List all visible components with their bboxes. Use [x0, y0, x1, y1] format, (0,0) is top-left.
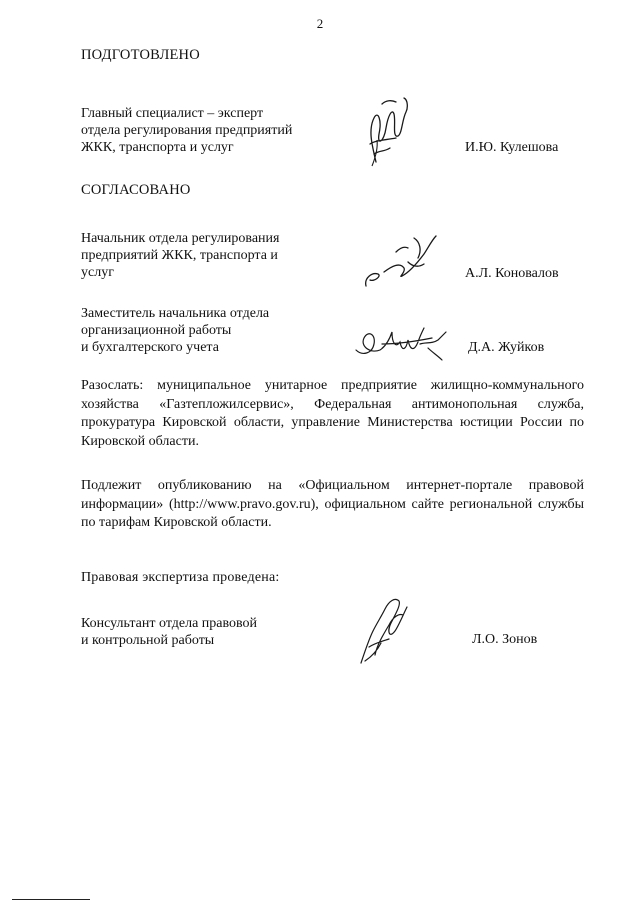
agreed-position-line: услуг: [81, 265, 114, 280]
publication-text: Подлежит опубликованию на «Официальном интернет-портале правовой информации» (http://www.pravo.gov.ru), официальном сайте региональной службы по тарифам Кировской области.: [81, 478, 584, 530]
prepared-position: [81, 105, 331, 156]
footer-rule: [12, 899, 90, 900]
agreed-position-line: и бухгалтерского учета: [81, 340, 219, 355]
agreed-position-line: предприятий ЖКК, транспорта и: [81, 248, 278, 263]
prepared-position-line: ЖКК, транспорта и услуг: [81, 140, 234, 155]
legal-review-position: [81, 615, 331, 649]
page-number: 2: [316, 16, 324, 31]
signature-zhuikov: [352, 322, 452, 364]
prepared-position-line: отдела регулирования предприятий: [81, 123, 293, 138]
agreed-position-2: [81, 305, 331, 356]
agreed-position-line: Заместитель начальника отдела: [81, 306, 270, 321]
legal-review-position-line: и контрольной работы: [81, 633, 215, 648]
agreed-position-1: [81, 230, 331, 281]
signature-kuleshova: [362, 90, 412, 170]
prepared-position-line: Главный специалист – эксперт: [81, 106, 264, 121]
agreed-position-line: организационной работы: [81, 323, 232, 338]
distribution-text: Разослать: муниципальное унитарное предприятие жилищно-коммунального хозяйства «Газтепложилсервис», Федеральная антимонопольная служба, прокуратура Кировской области, управление Министерства юстиции России по Кировской области.: [81, 378, 584, 449]
agreed-name-1: А.Л. Коновалов: [465, 266, 559, 281]
agreed-position-line: Начальник отдела регулирования: [81, 231, 280, 246]
signature-konovalov: [362, 232, 442, 290]
agreed-heading: СОГЛАСОВАНО: [81, 182, 191, 198]
agreed-name-2: Д.А. Жуйков: [468, 340, 545, 355]
legal-review-name: Л.О. Зонов: [472, 632, 538, 647]
legal-review-position-line: Консультант отдела правовой: [81, 616, 258, 631]
signature-zonov: [355, 595, 415, 667]
legal-review-heading: Правовая экспертиза проведена:: [81, 570, 280, 585]
prepared-name: И.Ю. Кулешова: [465, 140, 559, 155]
prepared-heading: ПОДГОТОВЛЕНО: [81, 47, 200, 63]
